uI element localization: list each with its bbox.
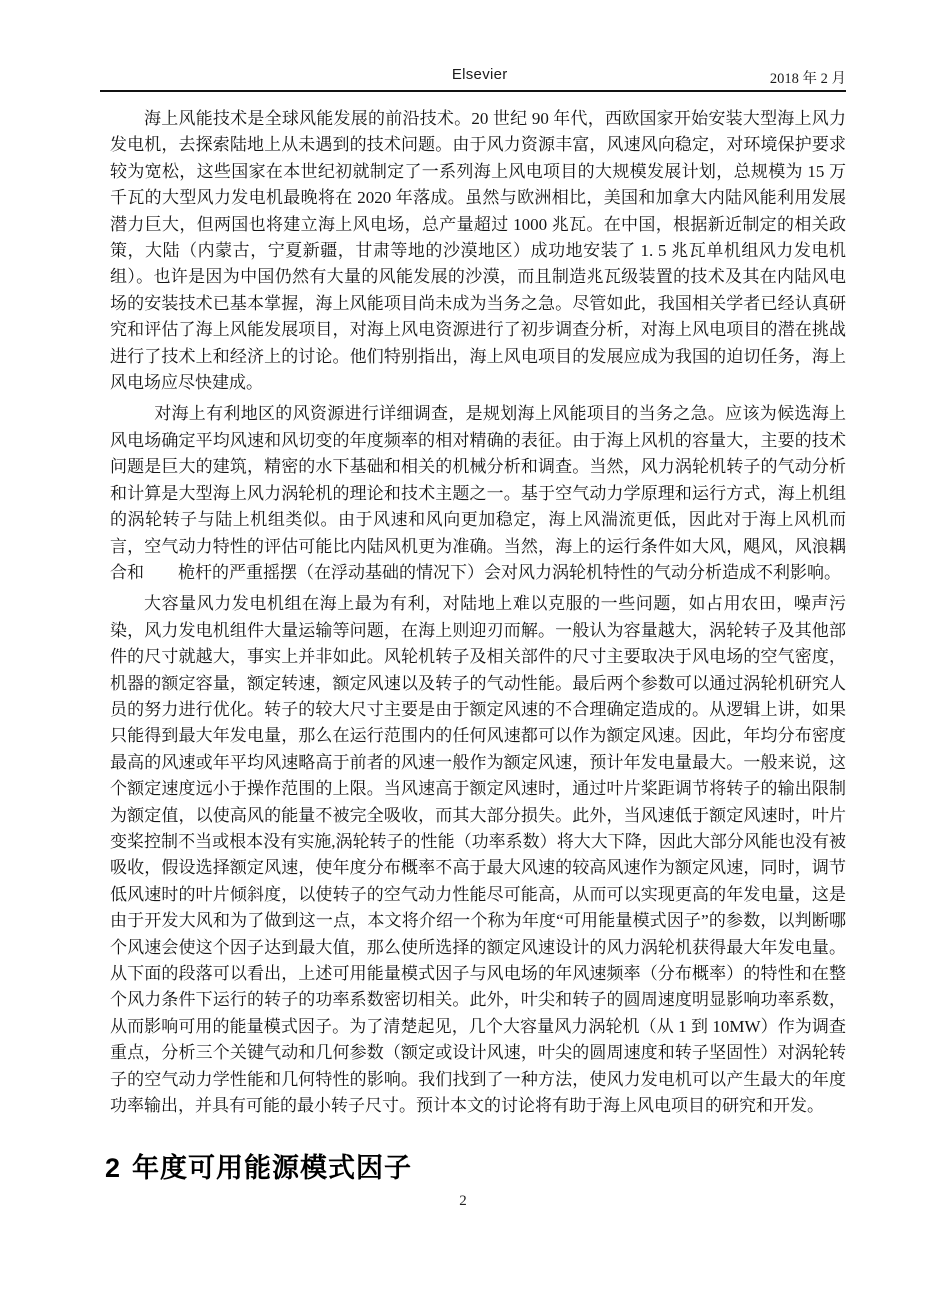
page-header (100, 62, 846, 92)
journal-name: Elsevier (451, 66, 508, 83)
document-body (105, 106, 846, 1184)
section-heading (105, 1153, 846, 1184)
page-number: 2 (459, 1193, 467, 1209)
paragraph: 大容量风力发电机组在海上最为有利，对陆地上难以克服的一些问题，如占用农田，噪声污染，风力发电机组件大量运输等问题，在海上则迎刃而解。一般认为容量越大，涡轮转子及其他部件的尺寸就越大，事实上并非如此。风轮机转子及相关部件的尺寸主要取决于风电场的空气密度，机器的额定容量，额定转速，额定风速以及转子的气动性能。最后两个参数可以通过涡轮机研究人员的努力进行优化。转子的较大尺寸主要是由于额定风速的不合理确定造成的。从逻辑上讲，如果只能得到最大年发电量，那么在运行范围内的任何风速都可以作为额定风速。因此，年均分布密度最高的风速或年平均风速略高于前者的风速一般作为额定风速，预计年发电量最大。一般来说，这个额定速度远小于操作范围的上限。当风速高于额定风速时，通过叶片桨距调节将转子的输出限制为额定值，以使高风的能量不被完全吸收，而其大部分损失。此外，当风速低于额定风速时，叶片变桨控制不当或根本没有实施,涡轮转子的性能（功率系数）将大大下降，因此大部分风能也没有被吸收，假设选择额定风速，使年度分布概率不高于最大风速的较高风速作为额定风速，同时，调节低风速时的叶片倾斜度，以使转子的空气动力性能尽可能高，从而可以实现更高的年发电量，这是由于开发大风和为了做到这一点，本文将介绍一个称为年度“可用能量模式因子”的参数，以判断哪个风速会使这个因子达到最大值，那么使所选择的额定风速设计的风力涡轮机获得最大年发电量。从下面的段落可以看出，上述可用能量模式因子与风电场的年风速频率（分布概率）的特性和在整个风力条件下运行的转子的功率系数密切相关。此外，叶尖和转子的圆周速度明显影响功率系数，从而影响可用的能量模式因子。为了清楚起见，几个大容量风力涡轮机（从 1 到 10MW）作为调查重点，分析三个关键气动和几何参数（额定或设计风速，叶尖的圆周速度和转子坚固性）对涡轮转子的空气动力学性能和几何特性的影响。我们找到了一种方法，使风力发电机可以产生最大的年度功率输出，并具有可能的最小转子尺寸。预计本文的讨论将有助于海上风电项目的研究和开发。 (110, 594, 846, 1116)
issue-date: 2018 年 2 月 (769, 71, 846, 87)
section-title: 年度可用能源模式因子 (132, 1153, 413, 1184)
paragraph: 对海上有利地区的风资源进行详细调查，是规划海上风能项目的当务之急。应该为候选海上风电场确定平均风速和风切变的年度频率的相对精确的表征。由于海上风机的容量大，主要的技术问题是巨大的建筑，精密的水下基础和相关的机械分析和调查。当然，风力涡轮机转子的气动分析和计算是大型海上风力涡轮机的理论和技术主题之一。基于空气动力学原理和运行方式，海上机组的涡轮转子与陆上机组类似。由于风速和风向更加稳定，海上风湍流更低，因此对于海上风机而言，空气动力特性的评估可能比内陆风机更为准确。当然，海上的运行条件如大风，飓风，风浪耦合和 桅杆的严重摇摆（在浮动基础的情况下）会对风力涡轮机特性的气动分析造成不利影响。 (110, 404, 846, 582)
section-number: 2 (105, 1153, 121, 1184)
paragraph: 海上风能技术是全球风能发展的前沿技术。20 世纪 90 年代，西欧国家开始安装大型海上风力发电机，去探索陆地上从未遇到的技术问题。由于风力资源丰富，风速风向稳定，对环境保护要求较为宽松，这些国家在本世纪初就制定了一系列海上风电项目的大规模发展计划，总规模为 15 万千瓦的大型风力发电机最晚将在 2020 年落成。虽然与欧洲相比，美国和加拿大内陆风能利用发展潜力巨大，但两国也将建立海上风电场，总产量超过 1000 兆瓦。在中国，根据新近制定的相关政策，大陆（内蒙古，宁夏新疆，甘肃等地的沙漠地区）成功地安装了 1. 5 兆瓦单机组风力发电机组）。也许是因为中国仍然有大量的风能发展的沙漠，而且制造兆瓦级装置的技术及其在内陆风电场的安装技术已基本掌握，海上风能项目尚未成为当务之急。尽管如此，我国相关学者已经认真研究和评估了海上风能发展项目，对海上风电资源进行了初步调查分析，对海上风电项目的潜在挑战进行了技术上和经济上的讨论。他们特别指出，海上风电项目的发展应成为我国的迫切任务，海上风电场应尽快建成。 (110, 109, 846, 393)
